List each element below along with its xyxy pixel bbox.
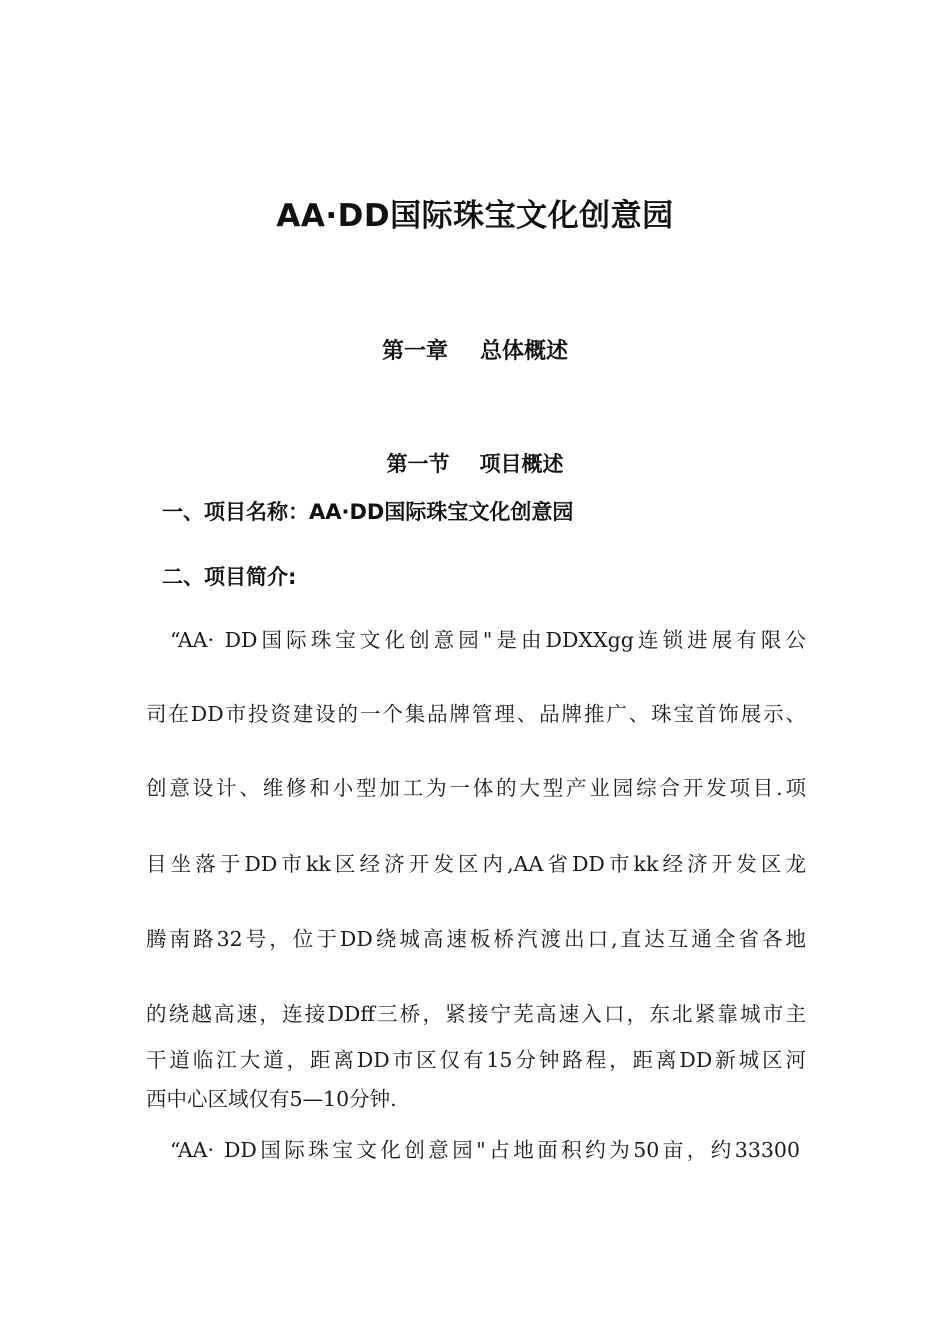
intro-line-3 [146, 771, 806, 801]
section-heading [0, 448, 950, 478]
second-paragraph-line [170, 1133, 800, 1163]
section-number: 第一节 [386, 452, 450, 476]
second-paragraph-text: “AA· DD国际珠宝文化创意园"占地面积约为50亩，约33300 [170, 1138, 800, 1162]
intro-line-8-text: 西中心区域仅有5—10分钟. [146, 1087, 397, 1111]
intro-line-6 [146, 997, 806, 1027]
chapter-name: 总体概述 [480, 339, 569, 364]
intro-line-2-text: 司在DD市投资建设的一个集品牌管理、品牌推广、珠宝首饰展示、 [146, 702, 806, 726]
intro-line-4 [146, 847, 806, 877]
chapter-heading [0, 334, 950, 365]
intro-line-2 [146, 697, 806, 727]
intro-line-5-text: 腾南路32号，位于DD绕城高速板桥汽渡出口,直达互通全省各地 [146, 927, 806, 951]
intro-line-1-text: “AA· DD国际珠宝文化创意园"是由DDXXgg连锁进展有限公 [170, 628, 806, 652]
intro-line-7 [146, 1043, 806, 1073]
intro-line-7-text: 干道临江大道，距离DD市区仅有15分钟路程，距离DD新城区河 [146, 1048, 806, 1072]
intro-line-1 [170, 623, 806, 653]
project-name-heading: 一、项目名称：AA·DD国际珠宝文化创意园 [162, 500, 574, 524]
chapter-number: 第一章 [381, 339, 448, 364]
document-title: AA·DD国际珠宝文化创意园 [276, 198, 674, 234]
section-name: 项目概述 [479, 452, 564, 476]
intro-line-3-text: 创意设计、维修和小型加工为一体的大型产业园综合开发项目.项 [146, 776, 806, 800]
intro-line-8 [146, 1082, 806, 1112]
intro-line-6-text: 的绕越高速，连接DDff三桥，紧接宁芜高速入口，东北紧靠城市主 [146, 1002, 806, 1026]
intro-line-5 [146, 922, 806, 952]
project-intro-heading: 二、项目简介: [162, 565, 297, 589]
intro-line-4-text: 目坐落于DD市kk区经济开发区内,AA省DD市kk经济开发区龙 [146, 852, 806, 876]
